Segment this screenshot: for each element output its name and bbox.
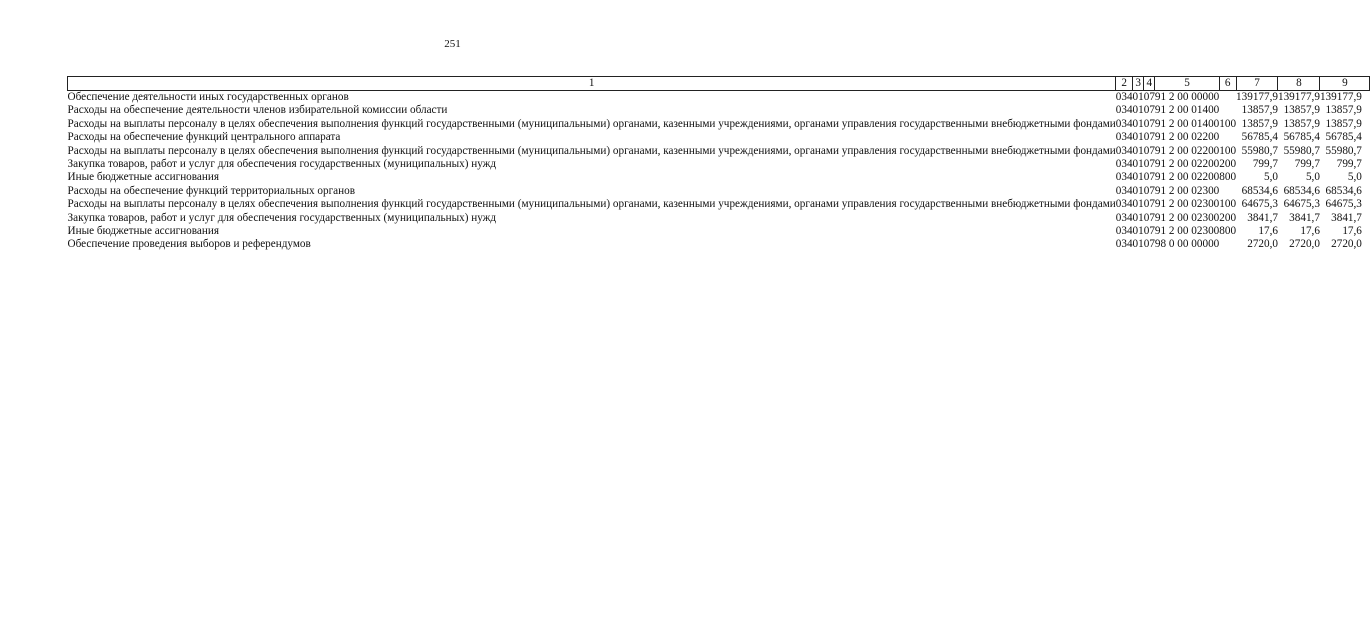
- cell-target-article: 91 2 00 02200: [1154, 171, 1220, 184]
- row-name: Иные бюджетные ассигнования: [67, 171, 219, 184]
- cell-subsection: 07: [1143, 144, 1155, 157]
- cell-amount-1: 56785,4: [1241, 131, 1278, 144]
- cell-amount-2: 799,7: [1294, 158, 1320, 171]
- cell-amount-2: 13857,9: [1283, 104, 1320, 117]
- cell-subsection: 07: [1143, 158, 1155, 171]
- cell-grbs: 034: [1115, 131, 1133, 144]
- cell-section: 01: [1132, 91, 1144, 103]
- cell-section: 01: [1132, 104, 1144, 117]
- cell-section: 01: [1132, 198, 1144, 211]
- cell-amount-1: 139177,9: [1236, 91, 1278, 103]
- cell-amount-2: 17,6: [1300, 225, 1320, 238]
- table-row: [68, 238, 1370, 251]
- table-row: [68, 212, 1370, 225]
- cell-amount-3: 55980,7: [1325, 144, 1362, 157]
- cell-section: 01: [1132, 225, 1144, 238]
- cell-target-article: 91 2 00 02200: [1154, 158, 1220, 171]
- cell-expense-type: [1219, 185, 1236, 198]
- cell-amount-3: 5,0: [1347, 171, 1362, 184]
- table-row: [68, 104, 1370, 117]
- header-cell: 2: [1116, 77, 1133, 91]
- row-name: Закупка товаров, работ и услуг для обеспечения государственных (муниципальных) нужд: [67, 158, 497, 171]
- cell-amount-3: 13857,9: [1325, 104, 1362, 117]
- cell-amount-1: 55980,7: [1241, 144, 1278, 157]
- cell-amount-3: 2720,0: [1331, 238, 1362, 251]
- cell-target-article: 91 2 00 00000: [1154, 91, 1220, 103]
- cell-subsection: 07: [1143, 91, 1155, 103]
- cell-grbs: 034: [1115, 144, 1133, 157]
- table-row: [68, 158, 1370, 171]
- cell-subsection: 07: [1143, 184, 1155, 197]
- cell-section: 01: [1132, 184, 1144, 197]
- cell-amount-3: 17,6: [1342, 225, 1362, 238]
- cell-amount-1: 68534,6: [1241, 184, 1278, 197]
- cell-target-article: 91 2 00 02300: [1154, 198, 1220, 211]
- cell-expense-type: 100: [1219, 144, 1237, 157]
- cell-amount-1: 13857,9: [1241, 117, 1278, 130]
- header-cell: 8: [1278, 77, 1320, 91]
- cell-subsection: 07: [1143, 131, 1155, 144]
- header-cell: 1: [68, 77, 1116, 91]
- cell-amount-2: 64675,3: [1283, 198, 1320, 211]
- cell-expense-type: [1219, 91, 1236, 105]
- cell-expense-type: 800: [1219, 171, 1237, 184]
- cell-target-article: 98 0 00 00000: [1154, 238, 1220, 251]
- cell-grbs: 034: [1115, 91, 1133, 103]
- cell-target-article: 91 2 00 02300: [1154, 211, 1220, 224]
- cell-amount-1: 13857,9: [1241, 104, 1278, 117]
- row-name: Расходы на выплаты персоналу в целях обеспечения выполнения функций государственными (муниципальными) органами, казенными учреждениями, органами управления государственными внебюджетными фондами: [67, 144, 1116, 157]
- cell-amount-2: 13857,9: [1283, 117, 1320, 130]
- cell-amount-2: 3841,7: [1289, 211, 1320, 224]
- cell-expense-type: 100: [1219, 117, 1237, 130]
- cell-amount-3: 64675,3: [1325, 198, 1362, 211]
- row-name: Расходы на выплаты персоналу в целях обеспечения выполнения функций государственными (муниципальными) органами, казенными учреждениями, органами управления государственными внебюджетными фондами: [67, 117, 1116, 130]
- header-cell: 5: [1155, 77, 1219, 91]
- cell-expense-type: 200: [1219, 158, 1237, 171]
- cell-amount-2: 2720,0: [1289, 238, 1320, 251]
- cell-expense-type: [1219, 131, 1236, 144]
- cell-subsection: 07: [1143, 198, 1155, 211]
- cell-amount-1: 2720,0: [1247, 238, 1278, 251]
- cell-amount-1: 5,0: [1264, 171, 1278, 184]
- header-cell: 3: [1133, 77, 1144, 91]
- table-row: [68, 198, 1370, 211]
- table-row: [68, 118, 1370, 131]
- row-name: Закупка товаров, работ и услуг для обеспечения государственных (муниципальных) нужд: [67, 211, 497, 224]
- cell-section: 01: [1132, 238, 1144, 251]
- header-cell: 7: [1236, 77, 1278, 91]
- cell-target-article: 91 2 00 02200: [1154, 131, 1220, 144]
- cell-grbs: 034: [1115, 184, 1133, 197]
- cell-amount-2: 68534,6: [1283, 184, 1320, 197]
- cell-amount-1: 799,7: [1252, 158, 1278, 171]
- cell-subsection: 07: [1143, 238, 1155, 251]
- cell-section: 01: [1132, 144, 1144, 157]
- table-row: [68, 225, 1370, 238]
- cell-expense-type: 200: [1219, 211, 1237, 224]
- cell-grbs: 034: [1115, 211, 1133, 224]
- cell-expense-type: 100: [1219, 198, 1237, 211]
- cell-section: 01: [1132, 131, 1144, 144]
- cell-section: 01: [1132, 171, 1144, 184]
- header-cell: 9: [1320, 77, 1370, 91]
- cell-subsection: 07: [1143, 225, 1155, 238]
- budget-table: [67, 76, 1370, 252]
- row-name: Расходы на обеспечение функций центрального аппарата: [67, 131, 341, 144]
- row-name: Иные бюджетные ассигнования: [67, 225, 219, 238]
- cell-expense-type: [1219, 238, 1236, 251]
- cell-target-article: 91 2 00 02300: [1154, 184, 1220, 197]
- row-name: Расходы на обеспечение деятельности членов избирательной комиссии области: [67, 104, 448, 117]
- cell-amount-1: 64675,3: [1241, 198, 1278, 211]
- cell-subsection: 07: [1143, 171, 1155, 184]
- cell-target-article: 91 2 00 01400: [1154, 117, 1220, 130]
- table-row: [68, 171, 1370, 184]
- cell-expense-type: 800: [1219, 225, 1237, 238]
- cell-amount-3: 68534,6: [1325, 184, 1362, 197]
- cell-grbs: 034: [1115, 104, 1133, 117]
- cell-amount-2: 55980,7: [1283, 144, 1320, 157]
- cell-amount-3: 56785,4: [1325, 131, 1362, 144]
- cell-amount-3: 3841,7: [1331, 211, 1362, 224]
- header-cell: 4: [1144, 77, 1155, 91]
- cell-amount-2: 56785,4: [1283, 131, 1320, 144]
- cell-target-article: 91 2 00 02300: [1154, 225, 1220, 238]
- table-row: [68, 131, 1370, 144]
- cell-amount-1: 17,6: [1258, 225, 1278, 238]
- cell-amount-1: 3841,7: [1247, 211, 1278, 224]
- table-row: [68, 91, 1370, 105]
- header-cell: 6: [1219, 77, 1236, 91]
- cell-target-article: 91 2 00 01400: [1154, 104, 1220, 117]
- cell-section: 01: [1132, 117, 1144, 130]
- cell-grbs: 034: [1115, 238, 1133, 251]
- cell-subsection: 07: [1143, 211, 1155, 224]
- cell-section: 01: [1132, 211, 1144, 224]
- row-name: Расходы на обеспечение функций территориальных органов: [67, 184, 355, 197]
- cell-target-article: 91 2 00 02200: [1154, 144, 1220, 157]
- cell-grbs: 034: [1115, 117, 1133, 130]
- page-number: 251: [444, 38, 461, 50]
- cell-amount-3: 799,7: [1336, 158, 1362, 171]
- header-row: [68, 77, 1370, 91]
- cell-grbs: 034: [1115, 225, 1133, 238]
- cell-grbs: 034: [1115, 158, 1133, 171]
- cell-grbs: 034: [1115, 171, 1133, 184]
- cell-expense-type: [1219, 104, 1236, 117]
- cell-grbs: 034: [1115, 198, 1133, 211]
- row-name: Обеспечение деятельности иных государственных органов: [67, 91, 349, 103]
- cell-subsection: 07: [1143, 104, 1155, 117]
- row-name: Обеспечение проведения выборов и референдумов: [67, 238, 311, 251]
- table-row: [68, 145, 1370, 158]
- table-row: [68, 185, 1370, 198]
- row-name: Расходы на выплаты персоналу в целях обеспечения выполнения функций государственными (муниципальными) органами, казенными учреждениями, органами управления государственными внебюджетными фондами: [67, 198, 1116, 211]
- cell-section: 01: [1132, 158, 1144, 171]
- cell-amount-3: 139177,9: [1319, 91, 1362, 103]
- cell-amount-3: 13857,9: [1325, 117, 1362, 130]
- cell-amount-2: 5,0: [1305, 171, 1320, 184]
- cell-subsection: 07: [1143, 117, 1155, 130]
- cell-amount-2: 139177,9: [1277, 91, 1320, 103]
